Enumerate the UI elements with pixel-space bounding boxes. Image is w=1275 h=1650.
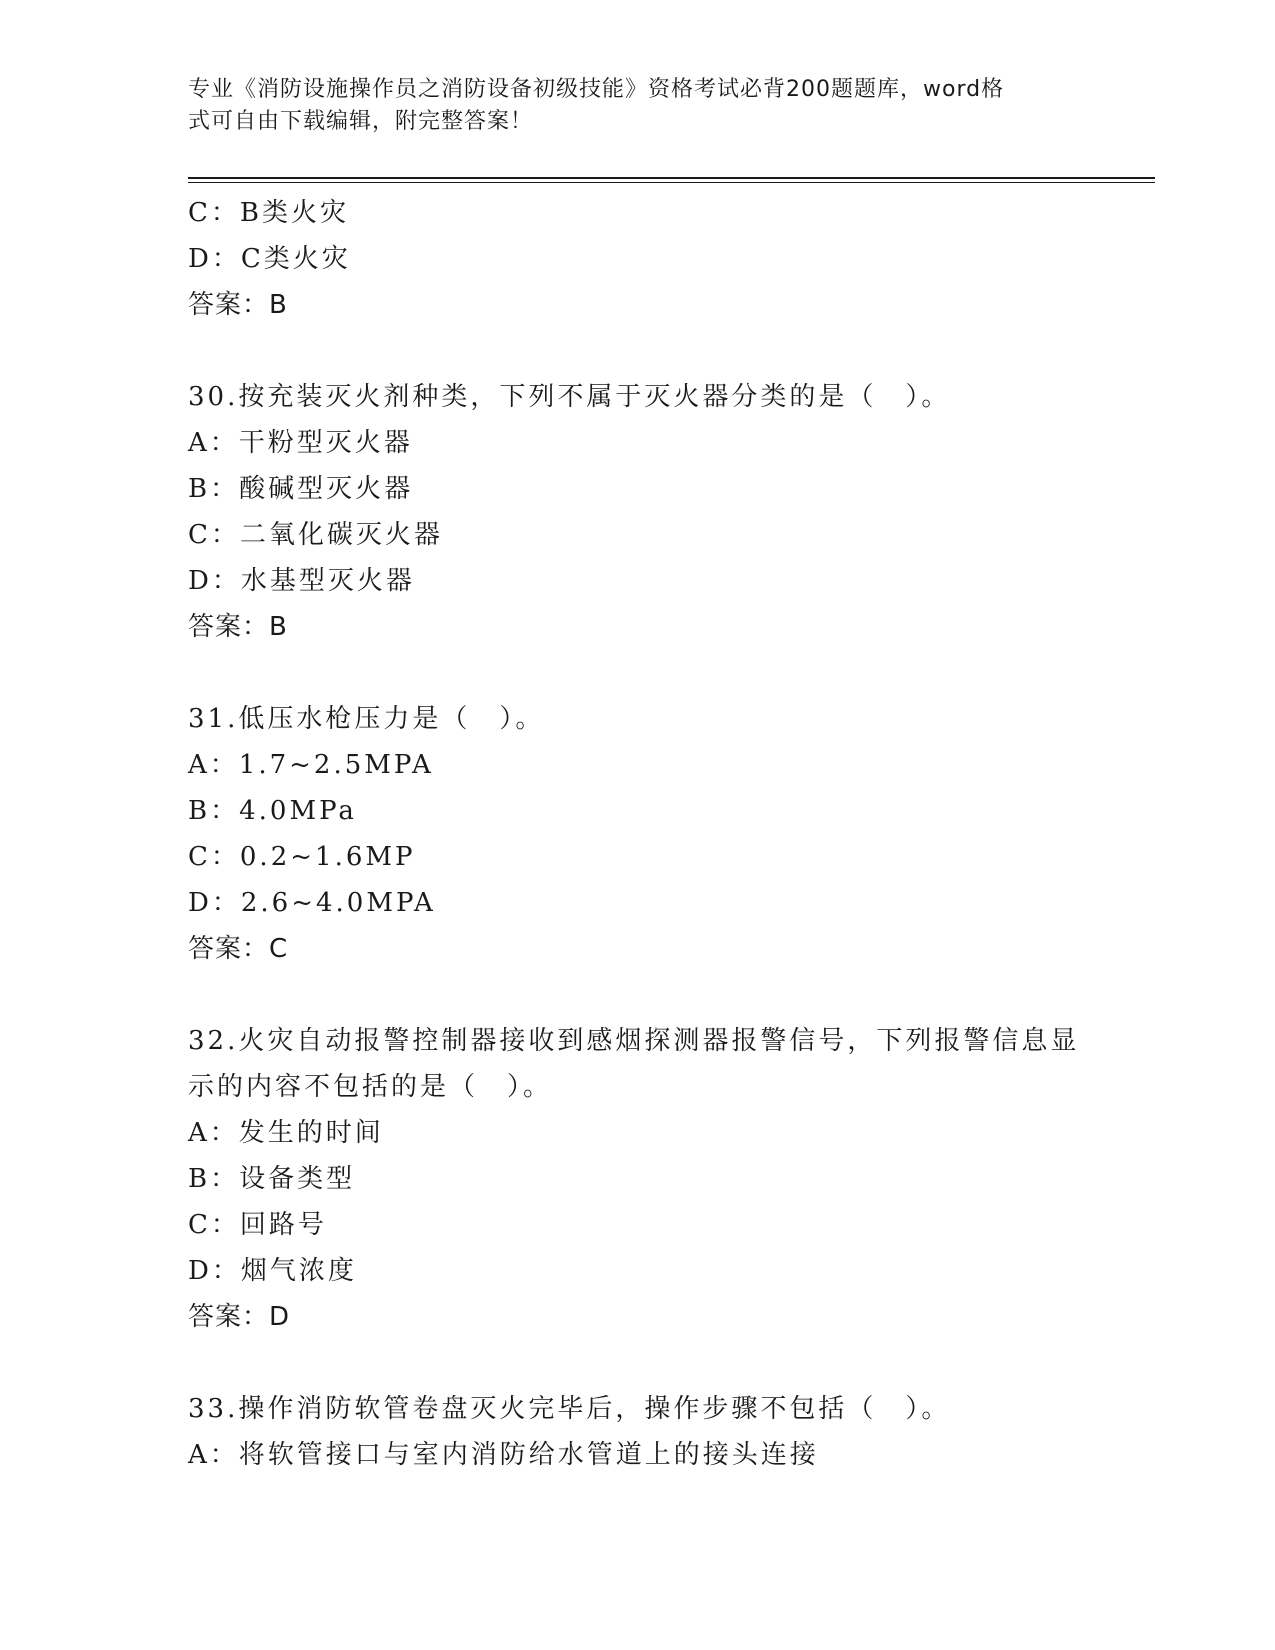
option-d: D：烟气浓度 bbox=[188, 1256, 357, 1286]
option-a: A：发生的时间 bbox=[188, 1118, 384, 1148]
question-list bbox=[188, 190, 1088, 1478]
option-b: B：设备类型 bbox=[188, 1164, 356, 1194]
option-b: B：酸碱型灭火器 bbox=[188, 474, 414, 504]
question-stem: 31.低压水枪压力是（ ）。 bbox=[188, 704, 545, 734]
option-a: A：1.7~2.5MPA bbox=[188, 750, 434, 780]
option-d: D：2.6~4.0MPA bbox=[188, 888, 436, 918]
option-d: D：C类火灾 bbox=[188, 244, 351, 274]
option-b: B：4.0MPa bbox=[188, 796, 357, 826]
question-32 bbox=[188, 1018, 1088, 1340]
option-c: C：回路号 bbox=[188, 1210, 327, 1240]
question-stem: 33.操作消防软管卷盘灭火完毕后，操作步骤不包括（ ）。 bbox=[188, 1394, 951, 1424]
option-c: C：二氧化碳灭火器 bbox=[188, 520, 443, 550]
question-30 bbox=[188, 374, 1088, 650]
option-a: A：干粉型灭火器 bbox=[188, 428, 413, 458]
question-29-tail bbox=[188, 190, 1088, 328]
header-line-2: 式可自由下载编辑，附完整答案！ bbox=[188, 109, 534, 134]
option-c: C：0.2~1.6MP bbox=[188, 842, 416, 872]
answer: 答案：B bbox=[188, 290, 288, 320]
question-stem: 30.按充装灭火剂种类，下列不属于灭火器分类的是（ ）。 bbox=[188, 382, 951, 412]
answer: 答案：C bbox=[188, 934, 289, 964]
option-c: C：B类火灾 bbox=[188, 198, 350, 228]
answer: 答案：D bbox=[188, 1302, 291, 1332]
page-header bbox=[188, 74, 1068, 138]
question-33 bbox=[188, 1386, 1088, 1478]
question-stem-line-2: 示的内容不包括的是（ ）。 bbox=[188, 1072, 553, 1102]
answer: 答案：B bbox=[188, 612, 288, 642]
option-a: A：将软管接口与室内消防给水管道上的接头连接 bbox=[188, 1440, 819, 1470]
header-rule-thick bbox=[188, 177, 1155, 179]
header-line-1: 专业《消防设施操作员之消防设备初级技能》资格考试必背200题题库，word格 bbox=[188, 77, 1005, 102]
question-stem-line-1: 32.火灾自动报警控制器接收到感烟探测器报警信号，下列报警信息显 bbox=[188, 1026, 1080, 1056]
option-d: D：水基型灭火器 bbox=[188, 566, 415, 596]
header-rule-thin bbox=[188, 182, 1155, 183]
question-31 bbox=[188, 696, 1088, 972]
